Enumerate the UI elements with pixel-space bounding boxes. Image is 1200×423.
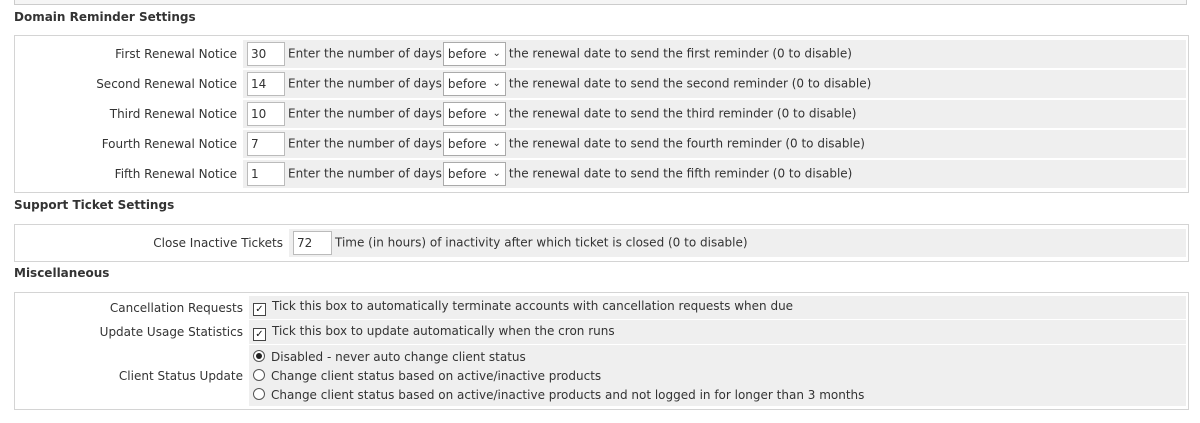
field-label: Update Usage Statistics [17, 320, 249, 344]
previous-panel-edge [14, 0, 1187, 5]
domain-reminder-panel [14, 35, 1189, 193]
second-renewal-days-input[interactable] [247, 72, 285, 96]
third-renewal-row [17, 100, 1186, 128]
days-prefix-text: Enter the number of days [288, 76, 442, 91]
update-usage-statistics-description: Tick this box to update automatically when the cron runs [272, 323, 615, 338]
days-suffix-text: the renewal date to send the fourth reminder (0 to disable) [508, 136, 865, 151]
chevron-down-icon: ⌄ [492, 138, 501, 149]
first-renewal-timing-select[interactable] [443, 42, 506, 66]
chevron-down-icon: ⌄ [492, 108, 501, 119]
close-inactive-hours-input[interactable] [293, 231, 332, 255]
close-inactive-tickets-row [17, 229, 1186, 257]
days-prefix-text: Enter the number of days [288, 46, 442, 61]
radio-button[interactable] [253, 369, 265, 381]
radio-button-selected[interactable] [253, 350, 265, 362]
field-label: Cancellation Requests [17, 296, 249, 319]
radio-option-label: Change client status based on active/inactive products [271, 368, 602, 383]
first-renewal-row [17, 40, 1186, 68]
domain-reminder-settings-title: Domain Reminder Settings [14, 10, 196, 24]
field-label: Fifth Renewal Notice [17, 160, 243, 188]
radio-option-label: Change client status based on active/inactive products and not logged in for longer than 3 months [271, 387, 865, 402]
fourth-renewal-row [17, 130, 1186, 158]
client-status-option-not-logged-in[interactable] [253, 386, 1186, 405]
days-prefix-text: Enter the number of days [288, 166, 442, 181]
cancellation-requests-description: Tick this box to automatically terminate accounts with cancellation requests when due [272, 299, 794, 313]
support-ticket-panel [14, 224, 1189, 262]
client-status-option-active-inactive[interactable] [253, 367, 1186, 386]
chevron-down-icon: ⌄ [492, 168, 501, 179]
update-usage-statistics-checkbox[interactable]: ✓ [253, 328, 266, 341]
miscellaneous-panel [14, 292, 1189, 410]
days-suffix-text: the renewal date to send the second reminder (0 to disable) [508, 76, 872, 91]
select-value: before [447, 77, 487, 91]
update-usage-statistics-option[interactable] [253, 324, 615, 338]
miscellaneous-title: Miscellaneous [14, 266, 110, 280]
second-renewal-timing-select[interactable] [443, 72, 506, 96]
field-label: Client Status Update [17, 345, 249, 406]
select-value: before [447, 107, 487, 121]
cancellation-requests-option[interactable] [253, 299, 793, 313]
fifth-renewal-row [17, 160, 1186, 188]
fourth-renewal-timing-select[interactable] [443, 132, 506, 156]
support-ticket-table [17, 227, 1186, 259]
days-suffix-text: the renewal date to send the fifth reminder (0 to disable) [508, 166, 853, 181]
second-renewal-row [17, 70, 1186, 98]
field-label: Fourth Renewal Notice [17, 130, 243, 158]
field-label: First Renewal Notice [17, 40, 243, 68]
fifth-renewal-timing-select[interactable] [443, 162, 506, 186]
chevron-down-icon: ⌄ [492, 78, 501, 89]
cancellation-requests-row [17, 296, 1186, 319]
select-value: before [447, 47, 487, 61]
client-status-update-row [17, 345, 1186, 406]
cancellation-requests-checkbox[interactable]: ✓ [253, 303, 266, 316]
field-label: Second Renewal Notice [17, 70, 243, 98]
support-ticket-settings-title: Support Ticket Settings [14, 198, 175, 212]
third-renewal-timing-select[interactable] [443, 102, 506, 126]
days-suffix-text: the renewal date to send the third reminder (0 to disable) [508, 106, 857, 121]
radio-option-label: Disabled - never auto change client status [271, 349, 526, 364]
fourth-renewal-days-input[interactable] [247, 132, 285, 156]
domain-reminder-table [17, 38, 1186, 190]
chevron-down-icon: ⌄ [492, 48, 501, 59]
miscellaneous-table [17, 295, 1186, 407]
days-prefix-text: Enter the number of days [288, 136, 442, 151]
third-renewal-days-input[interactable] [247, 102, 285, 126]
close-inactive-description: Time (in hours) of inactivity after which ticket is closed (0 to disable) [335, 235, 748, 250]
days-suffix-text: the renewal date to send the first reminder (0 to disable) [508, 46, 852, 61]
select-value: before [447, 137, 487, 151]
field-label: Close Inactive Tickets [17, 229, 289, 257]
select-value: before [447, 167, 487, 181]
first-renewal-days-input[interactable] [247, 42, 285, 66]
fifth-renewal-days-input[interactable] [247, 162, 285, 186]
days-prefix-text: Enter the number of days [288, 106, 442, 121]
field-label: Third Renewal Notice [17, 100, 243, 128]
update-usage-statistics-row [17, 320, 1186, 344]
client-status-option-disabled[interactable] [253, 348, 1186, 367]
radio-button[interactable] [253, 388, 265, 400]
